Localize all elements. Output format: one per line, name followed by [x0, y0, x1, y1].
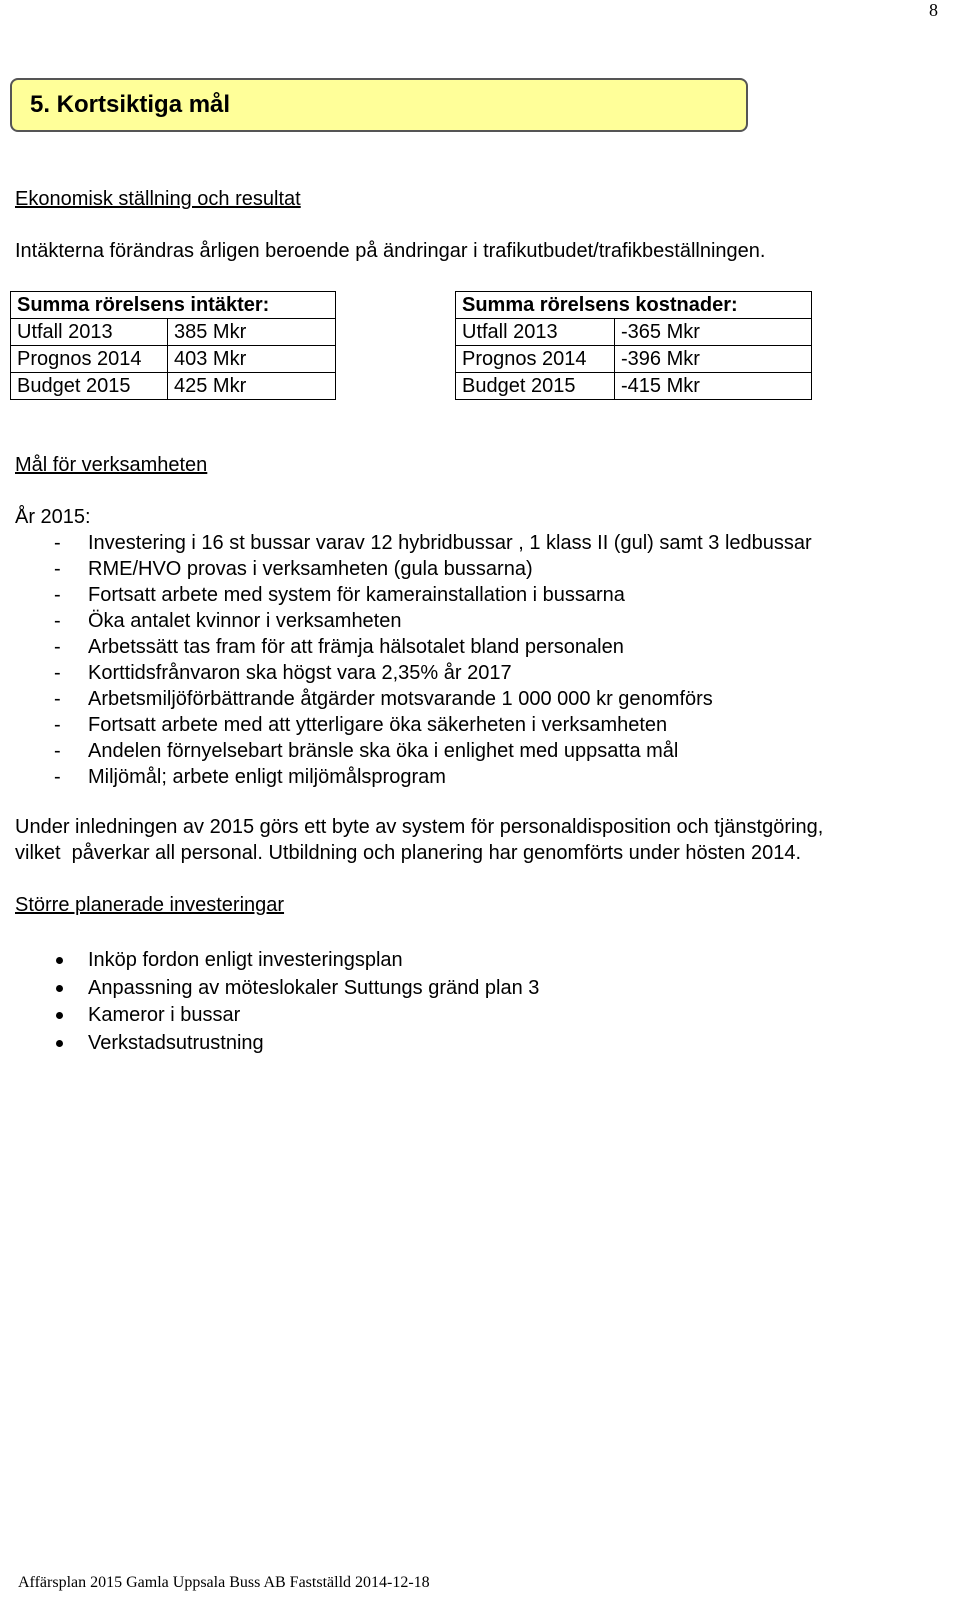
investments-list — [50, 947, 539, 1057]
dash-marker: - — [54, 610, 61, 632]
economy-intro: Intäkterna förändras årligen beroende på ändringar i trafikutbudet/trafikbeställningen. — [15, 240, 766, 262]
goals-paragraph-line-1: Under inledningen av 2015 görs ett byte av system för personaldisposition och tjänstgöring, — [15, 816, 824, 838]
table-cell-value: -415 Mkr — [615, 373, 812, 400]
dash-marker: - — [54, 584, 61, 606]
economy-title: Ekonomisk ställning och resultat — [15, 188, 301, 210]
dash-marker: - — [54, 740, 61, 762]
investments-title: Större planerade investeringar — [15, 894, 285, 916]
list-item — [50, 660, 812, 686]
list-item-text: Andelen förnyelsebart bränsle ska öka i enlighet med uppsatta mål — [88, 740, 679, 762]
section-heading: 5. Kortsiktiga mål — [30, 91, 231, 118]
list-item-text: Investering i 16 st bussar varav 12 hybridbussar , 1 klass II (gul) samt 3 ledbussar — [88, 532, 812, 554]
goals-paragraph-line-2: vilket påverkar all personal. Utbildning och planering har genomförts under hösten 2014. — [15, 842, 802, 864]
list-item-text: Fortsatt arbete med att ytterligare öka säkerheten i verksamheten — [88, 714, 668, 736]
list-item-text: Anpassning av möteslokaler Suttungs gränd plan 3 — [88, 976, 540, 999]
list-item — [50, 608, 812, 634]
table-cell-label: Prognos 2014 — [456, 346, 615, 373]
dash-marker: - — [54, 532, 61, 554]
dash-marker: - — [54, 636, 61, 658]
list-item — [50, 764, 812, 790]
list-item — [50, 1030, 539, 1058]
table-cell-label: Utfall 2013 — [456, 319, 615, 346]
table-cell-value: -396 Mkr — [615, 346, 812, 373]
table-cell-label: Utfall 2013 — [11, 319, 168, 346]
table-cell-label: Budget 2015 — [456, 373, 615, 400]
table-row — [456, 346, 812, 373]
table-row — [11, 319, 336, 346]
section-heading-box — [10, 78, 748, 132]
list-item — [50, 712, 812, 738]
list-item-text: Kameror i bussar — [88, 1004, 241, 1026]
table-cell-value: -365 Mkr — [615, 319, 812, 346]
list-item — [50, 1002, 539, 1030]
list-item — [50, 582, 812, 608]
cost-table — [455, 291, 812, 400]
dash-marker: - — [54, 662, 61, 684]
list-item-text: Verkstadsutrustning — [88, 1031, 264, 1054]
list-item-text: Arbetsmiljöförbättrande åtgärder motsvarande 1 000 000 kr genomförs — [88, 688, 713, 710]
list-item — [50, 738, 812, 764]
page-footer: Affärsplan 2015 Gamla Uppsala Buss AB Fastställd 2014-12-18 — [18, 1574, 430, 1591]
dash-marker: - — [54, 714, 61, 736]
goals-title: Mål för verksamheten — [15, 454, 208, 476]
list-item-text: Fortsatt arbete med system för kamerainstallation i bussarna — [88, 584, 625, 606]
list-item — [50, 686, 812, 712]
table-cell-value: 403 Mkr — [168, 346, 336, 373]
list-item-text: Inköp fordon enligt investeringsplan — [88, 949, 403, 971]
list-item — [50, 634, 812, 660]
list-item — [50, 530, 812, 556]
list-item — [50, 556, 812, 582]
income-table-header: Summa rörelsens intäkter: — [11, 292, 336, 319]
table-row — [11, 346, 336, 373]
dash-marker: - — [54, 558, 61, 580]
list-item-text: Öka antalet kvinnor i verksamheten — [88, 610, 402, 632]
income-table — [10, 291, 336, 400]
table-row — [456, 373, 812, 400]
table-cell-value: 385 Mkr — [168, 319, 336, 346]
table-cell-label: Prognos 2014 — [11, 346, 168, 373]
goals-list — [50, 530, 812, 790]
table-cell-value: 425 Mkr — [168, 373, 336, 400]
list-item-text: Arbetssätt tas fram för att främja hälsotalet bland personalen — [88, 636, 624, 658]
cost-table-header: Summa rörelsens kostnader: — [456, 292, 812, 319]
list-item — [50, 947, 539, 975]
table-cell-label: Budget 2015 — [11, 373, 168, 400]
dash-marker: - — [54, 766, 61, 788]
list-item-text: Korttidsfrånvaron ska högst vara 2,35% år 2017 — [88, 662, 512, 684]
table-row — [11, 373, 336, 400]
goals-year-label: År 2015: — [15, 506, 91, 528]
page-number: 8 — [929, 0, 938, 20]
list-item-text: RME/HVO provas i verksamheten (gula bussarna) — [88, 558, 533, 580]
list-item — [50, 975, 539, 1003]
table-row — [456, 319, 812, 346]
dash-marker: - — [54, 688, 61, 710]
list-item-text: Miljömål; arbete enligt miljömålsprogram — [88, 766, 446, 788]
